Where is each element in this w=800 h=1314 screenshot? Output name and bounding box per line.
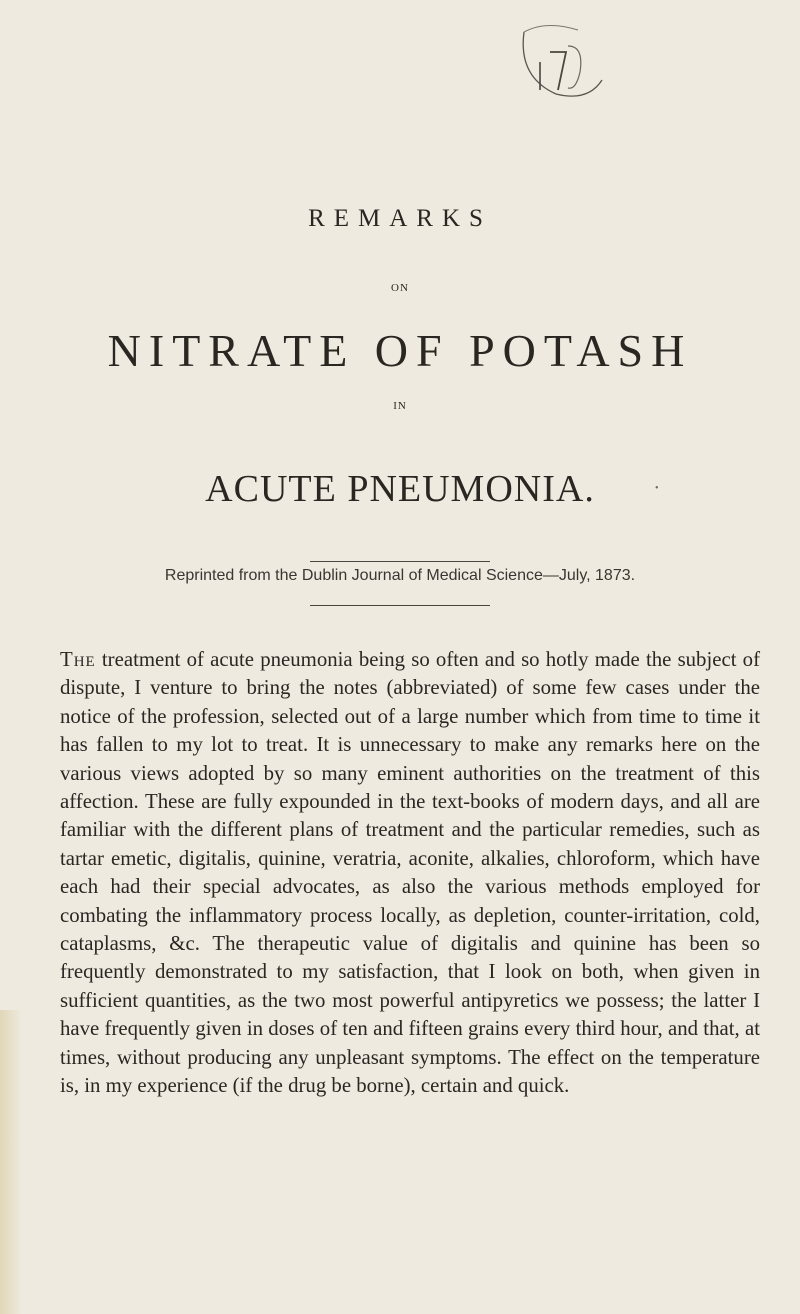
bottom-rule xyxy=(310,605,490,606)
ink-speck: • xyxy=(655,483,659,494)
in-label: IN xyxy=(393,400,407,412)
subtitle: ACUTE PNEUMONIA. xyxy=(205,468,595,510)
reprint-note: Reprinted from the Dublin Journal of Medical Science—July, 1873. xyxy=(164,567,636,584)
library-stamp xyxy=(516,22,606,102)
paragraph-text: treatment of acute pneumonia being so often and so hotly made the subject of dispute, I venture to bring the notes (abbreviated) of some few cases under the notice of the profession, selected out of a large number which from time to time it has fallen to my lot to treat. It is unnecessary to make any remarks here on the various views adopted by so many eminent authorities on the treatment of this affection. These are fully expounded in the text-books of modern days, and all are familiar with the different plans of treatment and the particular remedies, such as tartar emetic, digitalis, quinine, veratria, aconite, alkalies, chloroform, which have each had their special advocates, as also the various methods employed for combating the inflammatory process locally, as depletion, counter-irritation, cold, cataplasms, &c. The therapeutic value of digitalis and quinine has been so frequently demonstrated to my satisfaction, that I look on both, when given in sufficient quantities, as the two most powerful antipyretics we possess; the latter I have frequently given in doses of ten and fifteen grains every third hour, and that, at times, without producing any unpleasant symptoms. The effect on the temperature is, in my experience (if the drug be borne), certain and quick. xyxy=(60,648,760,1098)
on-label: ON xyxy=(391,282,409,294)
top-rule xyxy=(310,561,490,562)
main-title: NITRATE OF POTASH xyxy=(107,325,693,376)
page-stain xyxy=(0,1010,22,1314)
body-paragraph xyxy=(60,646,760,1101)
remarks-heading: REMARKS xyxy=(308,205,492,232)
drop-word: The xyxy=(60,648,96,671)
